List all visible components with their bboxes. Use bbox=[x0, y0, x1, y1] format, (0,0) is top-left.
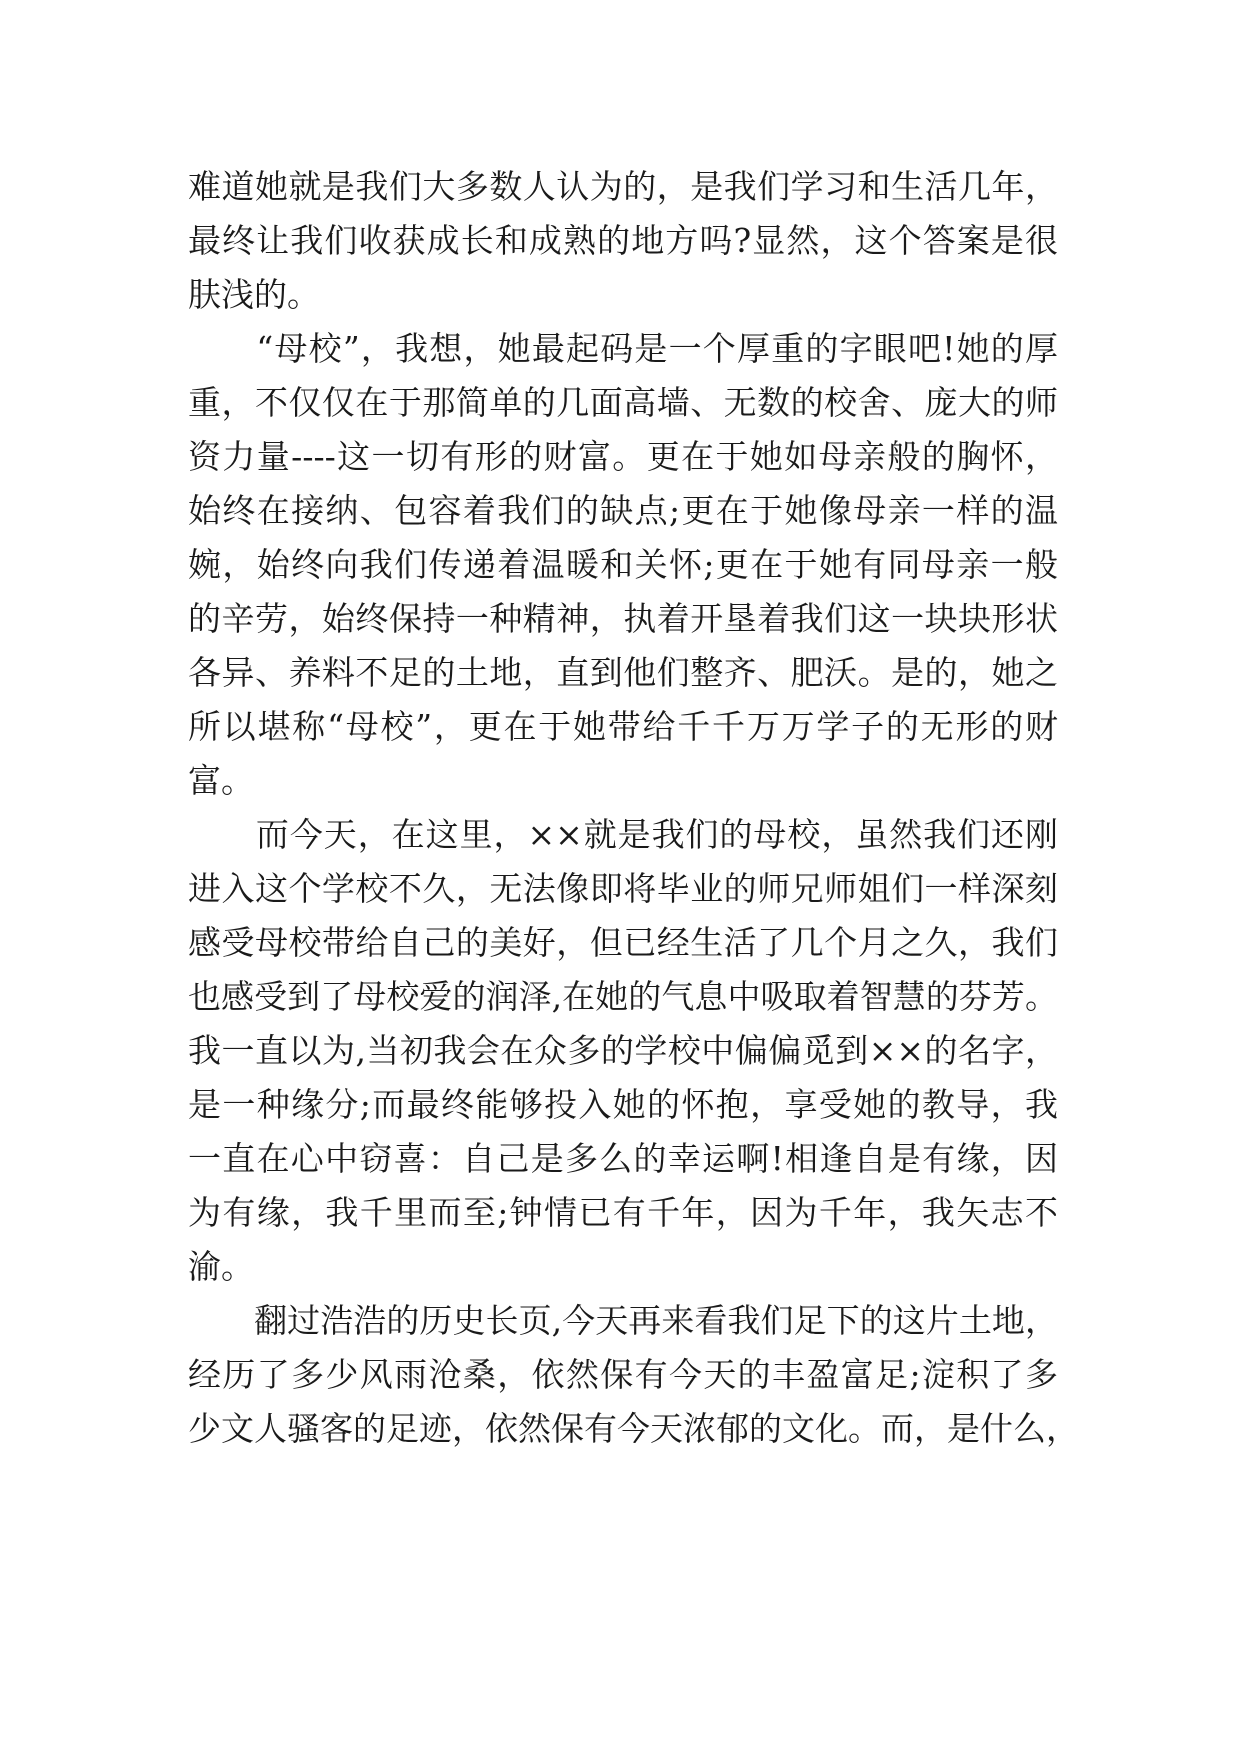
text-line: 最终让我们收获成长和成熟的地方吗?显然，这个答案是很 bbox=[188, 221, 1058, 260]
text-line: 难道她就是我们大多数人认为的，是我们学习和生活几年， bbox=[188, 167, 1058, 206]
text-line: 所以堪称“母校”，更在于她带给千千万万学子的无形的财 bbox=[188, 707, 1058, 746]
text-line: 而今天，在这里，××就是我们的母校，虽然我们还刚 bbox=[188, 815, 1058, 854]
text-line: 婉，始终向我们传递着温暖和关怀;更在于她有同母亲一般 bbox=[188, 545, 1058, 584]
text-line: 少文人骚客的足迹，依然保有今天浓郁的文化。而，是什么， bbox=[188, 1409, 1079, 1448]
text-line: 资力量----这一切有形的财富。更在于她如母亲般的胸怀， bbox=[188, 437, 1058, 476]
paragraph bbox=[188, 808, 1058, 1294]
text-line: 重，不仅仅在于那简单的几面高墙、无数的校舍、庞大的师 bbox=[188, 383, 1058, 422]
text-line: 经历了多少风雨沧桑，依然保有今天的丰盈富足;淀积了多 bbox=[188, 1355, 1058, 1394]
paragraph bbox=[188, 160, 1058, 322]
text-line: 是一种缘分;而最终能够投入她的怀抱，享受她的教导，我 bbox=[188, 1085, 1058, 1124]
text-line: 的辛劳，始终保持一种精神，执着开垦着我们这一块块形状 bbox=[188, 599, 1058, 638]
text-line: 为有缘，我千里而至;钟情已有千年，因为千年，我矢志不 bbox=[188, 1193, 1058, 1232]
text-line: 肤浅的。 bbox=[188, 275, 320, 314]
text-line: “母校”，我想，她最起码是一个厚重的字眼吧!她的厚 bbox=[188, 329, 1058, 368]
text-line: 翻过浩浩的历史长页,今天再来看我们足下的这片土地， bbox=[188, 1301, 1058, 1340]
text-line: 我一直以为,当初我会在众多的学校中偏偏觅到××的名字， bbox=[188, 1031, 1058, 1070]
text-line: 各异、养料不足的土地，直到他们整齐、肥沃。是的，她之 bbox=[188, 653, 1058, 692]
text-line: 一直在心中窃喜：自己是多么的幸运啊!相逢自是有缘，因 bbox=[188, 1139, 1058, 1178]
text-line: 始终在接纳、包容着我们的缺点;更在于她像母亲一样的温 bbox=[188, 491, 1058, 530]
text-line: 渝。 bbox=[188, 1247, 254, 1286]
text-line: 也感受到了母校爱的润泽,在她的气息中吸取着智慧的芬芳。 bbox=[188, 977, 1058, 1016]
document-body bbox=[188, 160, 1079, 1456]
paragraph bbox=[188, 1294, 1079, 1456]
text-line: 富。 bbox=[188, 761, 254, 800]
text-line: 感受母校带给自己的美好，但已经生活了几个月之久，我们 bbox=[188, 923, 1058, 962]
text-line: 进入这个学校不久，无法像即将毕业的师兄师姐们一样深刻 bbox=[188, 869, 1058, 908]
paragraph bbox=[188, 322, 1058, 808]
